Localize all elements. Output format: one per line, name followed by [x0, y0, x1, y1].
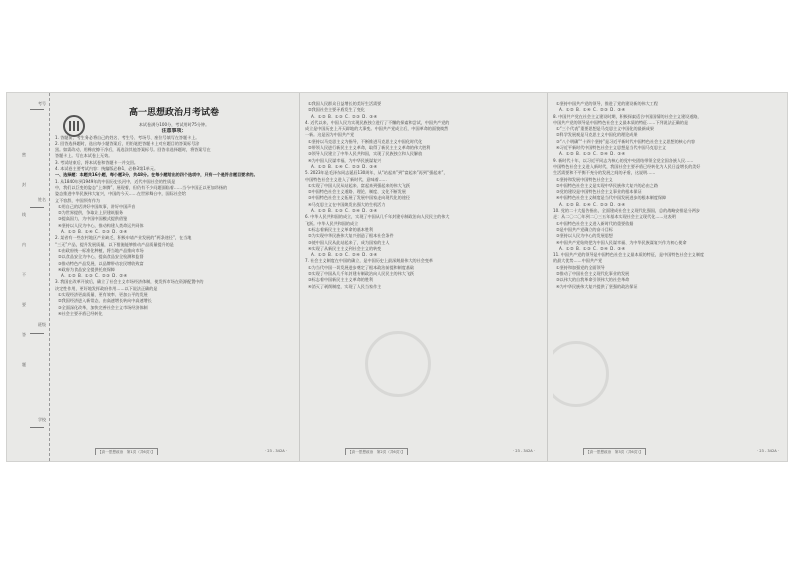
page-number: 【高一思想政治 第2页（共6页）】: [345, 448, 408, 455]
option-line: ①我国人民群众日益增长的美好生活需要: [308, 101, 382, 106]
option-line: ②实现了中国从几千年封建专制政治向人民民主的伟大飞跃: [308, 271, 415, 277]
option-line: ②为实现中华民族伟大复兴创造了根本社会条件: [308, 233, 394, 239]
option-line: ④坚持以人民为中心，推动构建人类命运共同体: [58, 222, 144, 228]
question-line: 飞跃。中华人民共和国的成立: [305, 220, 359, 226]
option-line: ②中国特色社会主义道路、理论、制度、文化不断发展: [308, 189, 406, 195]
margin-label: 姓名: [38, 197, 46, 202]
question-line: 9. 新时代十年，以习近平同志为核心的党中央团结带领全党全国各族人民……: [553, 157, 694, 163]
option-line: ①坚持以马克思主义为指导，不断推进马克思主义中国化时代化: [308, 138, 423, 144]
question-line: 中国共产党的领导是中国特色社会主义最本质的特征……下列说法正确的是: [553, 119, 689, 125]
answer-choices: A. ①② B. ①③ C. ②④ D. ③④: [311, 208, 378, 214]
option-line: ③“八个明确”“十四个坚持”是习近平新时代中国特色社会主义思想的核心内容: [556, 138, 696, 144]
option-line: ①坚持和发展中国特色社会主义: [556, 176, 613, 182]
option-line: ④中国特色社会主义制度是当代中国发展进步的根本制度保障: [556, 195, 667, 201]
option-line: ④为中华民族伟大复兴提供了坚强的政治保证: [556, 283, 638, 289]
answer-choices: A. ①② B. ①④ C. ②③ D. ③④: [559, 201, 626, 207]
margin-line: [30, 333, 44, 334]
question-line: 成立是中国历史上开天辟地的大事变。中国共产党成立后，中国革命的面貌焕然: [305, 126, 449, 132]
option-line: ④习近平新时代中国特色社会主义思想是当代中国马克思主义: [556, 145, 667, 151]
question-line: 7. 社会主义制度在中国的确立，是中国历史上最深刻最伟大的社会变革: [305, 258, 434, 264]
option-line: ①坚持和加强党的全面领导: [556, 264, 605, 270]
watermark: [365, 331, 431, 397]
option-line: ④消灭了剥削制度，实现了人民当家作主: [308, 283, 382, 289]
margin-label: 学校: [38, 417, 46, 422]
margin-line: [30, 427, 44, 428]
option-line: ①“三个代表”重要思想是马克思主义中国化的最新成果: [556, 126, 654, 132]
question-line: 4. 近代以来，中国人民为实现民族独立进行了不懈的探索和尝试，中国共产党的: [305, 119, 450, 125]
notice-heading: 注意事项：: [161, 128, 187, 135]
margin-label: 线: [22, 212, 26, 217]
notice-line: 3. 考试结束后，将本试卷和答题卡一并交回。: [55, 159, 138, 165]
question-line: 5. 2023年是毛泽东同志诞辰130周年，从“站起来”到“富起来”再到“强起来”，: [305, 170, 448, 176]
question-line: 决定性作用，更好地发挥政府作用……以下说法正确的是: [55, 285, 158, 291]
option-line: ②我国经济进入新常态，由高速增长转向中高速增长: [58, 298, 152, 304]
option-line: ④马克思主义在中国焕发出强大的生机活力: [308, 201, 386, 207]
margin-label: 答: [22, 332, 26, 337]
margin-label: 封: [22, 182, 26, 187]
exam-page-3: [553, 101, 785, 455]
option-line: ④政府为食品安全提供托底保障: [58, 266, 115, 272]
answer-choices: A. ①② B. ①④ C. ②③ D. ③④: [311, 163, 378, 169]
option-line: ②我国社会主要矛盾发生了变化: [308, 107, 365, 113]
question-line: 3. 我国在改革开放后，确立了社会主义市场经济体制，使发挥市场在资源配置中的: [55, 279, 204, 285]
question-line: 生活需要和不平衡不充分的发展之间的矛盾，这说明……: [553, 170, 656, 176]
question-line: 的最大优势……中国共产党: [553, 258, 603, 264]
option-line: ①由政府统一标准化种植，将当地产品推向市场: [58, 247, 144, 253]
binding-dashed-line: [49, 93, 50, 461]
answer-choices: A. ①② B. ①③ C. ②④ D. ③④: [559, 245, 626, 251]
exam-code: · 23 - 342A ·: [756, 449, 779, 453]
option-line: ③坚持以人民为中心的发展思想: [556, 233, 613, 239]
question-line: 11. 中国共产党的领导是中国特色社会主义最本质的特征，是中国特色社会主义制度: [553, 252, 705, 258]
notice-line: 答题卡上。写在本试卷上无效。: [55, 153, 113, 159]
question-line: 10. 党的二十大报告指出，全面建成社会主义现代化强国，总的战略安排是分两步: [553, 208, 700, 214]
option-line: ②带领人民进行新民主主义革命，取得了新民主主义革命的伟大胜利: [308, 145, 431, 151]
option-line: ③使中国人民从此站起来了，成为国家的主人: [308, 239, 390, 245]
watermark: [553, 341, 609, 407]
option-line: ①中国特色社会主义进入新时代的重要依据: [556, 220, 634, 226]
question-line: 8. 中国共产党在社会主义建设时期，积极探索适合中国国情的社会主义建设道路，: [553, 113, 702, 119]
exam-code: · 23 - 342A ·: [512, 449, 535, 453]
option-line: ②科学发展观是马克思主义中国化的理论成果: [556, 132, 638, 138]
margin-label: 内: [22, 242, 26, 247]
exam-page-2: [305, 101, 541, 455]
question-line: 2. 某省有一些农村地区产业缺乏，积极申请产业发展的“两条途径”，在当地: [55, 235, 192, 241]
question-line: 6. 中华人民共和国的成立，实现了中国从几千年封建专制政治向人民民主的伟大: [305, 214, 450, 220]
option-line: ④中国共产党始终把为中国人民谋幸福、为中华民族谋复兴作为初心使命: [556, 239, 687, 245]
notice-line: 1. 答题前，考生务必将自己的姓名、考生号、考场号、座位号填写在答题卡上。: [55, 134, 200, 140]
exam-code: · 23 - 342A ·: [264, 449, 287, 453]
option-line: ①标志着新民主主义革命的基本胜利: [308, 226, 374, 232]
exam-page-1: [55, 101, 293, 455]
notice-line: 黑。如需改动，用橡皮擦干净后，再选涂其他答案标号。回答非选择题时，将答案写在: [55, 147, 211, 153]
option-line: ①实现经济更高质量、更有效率、更加公平的发展: [58, 292, 148, 298]
option-line: ③提高国力，为中国中国模式提供借鉴: [58, 216, 128, 222]
notice-line: 2. 回答选择题时，选出每小题答案后，用铅笔把答题卡上对应题目的答案标号涂: [55, 140, 200, 146]
option-line: ②为世界提供，争取让上层建筑服务: [58, 210, 124, 216]
question-line: 中，我们以巨变的姿态“上奔腾”，展现着，但仍有不少问题面临着……当今中国正以更加昂扬的: [55, 184, 228, 190]
answer-choices: A. ①② B. ①④ C. ②③ D. ③④: [559, 107, 626, 113]
option-line: ③中国特色社会主义拓展了发展中国家走向现代化的途径: [308, 195, 410, 201]
margin-label: 班级: [38, 322, 46, 327]
page-footer: [305, 447, 541, 455]
school-logo-icon: [63, 115, 85, 137]
question-line: 姿态推进中华民族伟大复兴，中国的今天……在世界舞台中，国际社会给: [55, 191, 186, 197]
section-heading: 一、选择题：本题共16小题，每小题3分，共48分。在每小题给出的四个选项中，只有一个是符合题目要求的。: [55, 172, 258, 178]
binding-margin: [8, 97, 48, 457]
question-line: “三无”产品，提升发展质量，以下措施能够推动产品质量提升的是: [55, 241, 174, 247]
page-footer: [553, 447, 785, 455]
question-line: 中国特色社会主义进入新时代，我国社会主要矛盾已经转化为人民日益增长的美好: [553, 163, 701, 169]
question-line: 一新。这是因为中国共产党: [305, 132, 355, 138]
margin-label: 不: [22, 272, 26, 277]
option-line: ②是中国共产党确立的奋斗目标: [556, 226, 613, 232]
page-number: 【高一思想政治 第1页（共6页）】: [95, 448, 158, 455]
option-line: ③领导人民建立了中华人民共和国，实现了民族独立和人民解放: [308, 151, 423, 157]
margin-line: [30, 207, 44, 208]
page-footer: [55, 447, 293, 455]
option-line: ②中国特色社会主义是实现中华民族伟大复兴的必由之路: [556, 182, 658, 188]
option-line: ③党的建设是中国特色社会主义事业的根本保证: [556, 189, 642, 195]
margin-line: [30, 109, 44, 110]
answer-choices: A. ①② B. ①④ C. ②③ D. ③④: [61, 229, 128, 235]
exam-subtitle: 本试卷满分100分，考试用时75分钟。: [138, 122, 210, 127]
question-line: 走：从二〇二〇年到二〇三五年基本实现社会主义现代化……这表明: [553, 214, 676, 220]
margin-label: 要: [22, 302, 26, 307]
margin-label: 题: [22, 362, 26, 367]
option-line: ③以伟大的自我革命引领伟大的社会革命: [556, 277, 630, 283]
notice-line: 4. 本试卷主要考试内容：统编版必修1，必修3第1单元。: [55, 166, 159, 172]
answer-choices: A. ①② B. ①③ C. ②③ D. ②④: [61, 273, 128, 279]
option-line: ②推动了中国社会主义现代化事业的发展: [556, 271, 630, 277]
exam-title: 高一思想政治月考试卷: [128, 108, 219, 118]
margin-label: 考号: [38, 101, 46, 106]
answer-choices: A. ①② B. ①③ C. ②④ D. ③④: [311, 252, 378, 258]
question-line: 中国特色社会主义进入了新时代，意味着……: [305, 176, 387, 182]
page-divider: [299, 93, 300, 461]
option-line: ④为中国人民谋幸福，为中华民族谋复兴: [308, 157, 382, 163]
option-line: ③全面深化改革，加快完善社会主义市场经济体制: [58, 304, 148, 310]
option-line: ④社会主要矛盾已经转化: [58, 310, 103, 316]
option-line: ②以食品安全为中心，提高食品安全检测和监督: [58, 254, 144, 260]
option-line: ①为当代中国一切发展进步奠定了根本政治前提和制度基础: [308, 264, 415, 270]
option-line: ①用自己的话讲好中国故事，讲好中国声音: [58, 203, 136, 209]
page-divider: [547, 93, 548, 461]
option-line: ③标志着中国新民主主义革命的胜利: [308, 277, 374, 283]
page-number: 【高一思想政治 第3页（共6页）】: [583, 448, 646, 455]
option-line: ①坚持中国共产党的领导，推进了党的建设新的伟大工程: [556, 101, 658, 106]
margin-label: 密: [22, 152, 26, 157]
option-line: ④实现了从新民主主义到社会主义的转变: [308, 245, 382, 251]
question-line: 1. 从1840年到1949年的中国历史长河中，近代中国社会的性质是: [55, 178, 176, 184]
scanned-exam-sheet: [6, 92, 788, 462]
option-line: ③推动特色产品发展，以品牌带动农民增收致富: [58, 260, 144, 266]
answer-choices: A. ①② B. ①③ C. ②④ D. ③④: [559, 151, 626, 157]
question-line: 义不容辞，中国须有作为: [55, 197, 101, 203]
answer-choices: A. ①② B. ①③ C. ②③ D. ③④: [311, 113, 378, 119]
option-line: ①实现了中国人民从站起来、富起来到强起来的伟大飞跃: [308, 182, 410, 188]
